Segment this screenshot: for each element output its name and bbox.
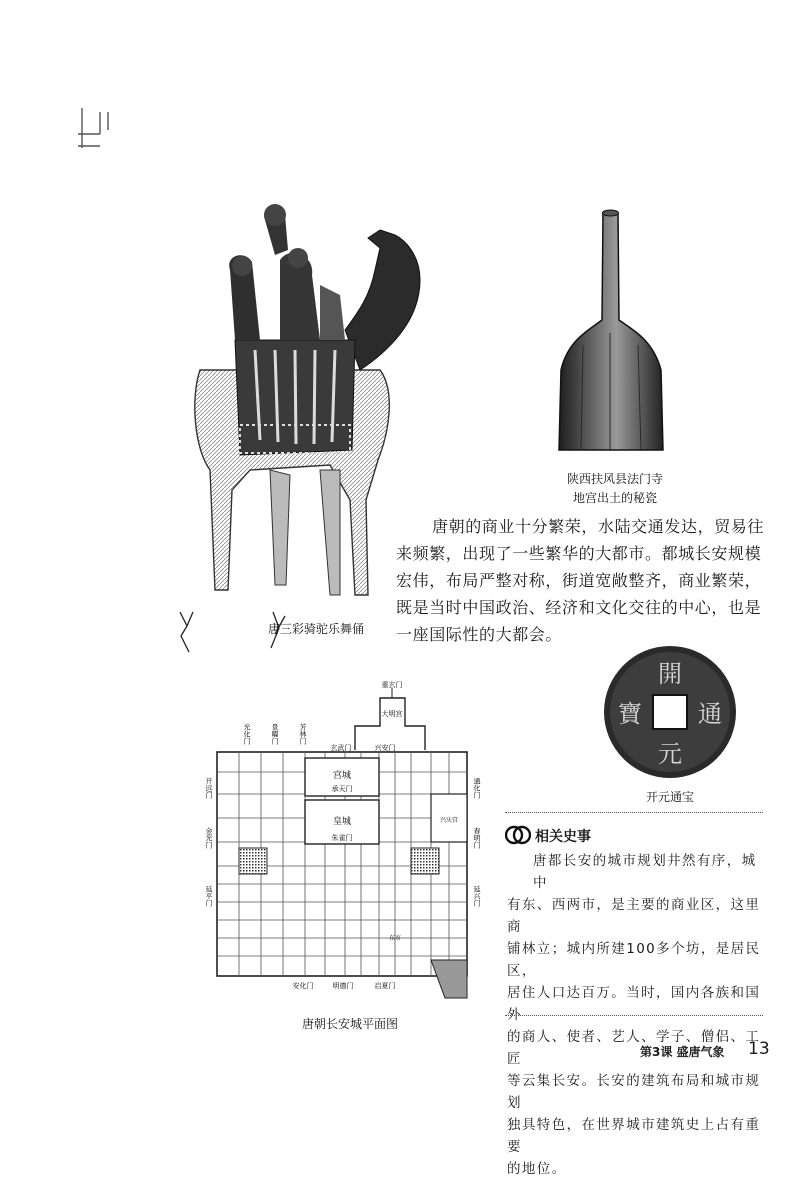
margin-marks (70, 100, 130, 160)
map-label-kaiyuan-gate: 开远门 (205, 777, 213, 799)
map-label-fanglin-gate: 芳林门 (299, 723, 307, 745)
sidebar-line: 居住人口达百万。当时，国内各族和国外 (507, 985, 761, 1023)
map-label-xingqing-palace: 兴庆宫 (439, 817, 459, 824)
map-label-daming-palace: 大明宫 (381, 710, 403, 718)
secret-color-porcelain-vase-image (553, 205, 668, 460)
sidebar-line: 有东、西两市，是主要的商业区，这里商 (507, 897, 761, 935)
map-label-yanping-gate: 延平门 (205, 885, 213, 907)
page-number: 13 (748, 1039, 770, 1059)
map-label-jingyao-gate: 景曜门 (271, 723, 279, 745)
footer-lesson-title: 第3课 盛唐气象 (640, 1045, 725, 1059)
map-label-guanghua-gate: 光化门 (243, 723, 251, 745)
map-label-tonghua-gate: 通化门 (473, 777, 481, 799)
coin-caption: 开元通宝 (645, 790, 694, 804)
paragraph-line: 宏伟，布局严整对称，街道宽敞整齐，商业繁荣， (396, 571, 762, 590)
sidebar-line: 唐都长安的城市规划井然有序，城中 (533, 853, 757, 891)
sidebar-line: 等云集长安。长安的建筑布局和城市规划 (507, 1073, 761, 1111)
daming-palace-outline (355, 698, 425, 750)
map-label-palace-city: 宫城 (332, 771, 352, 781)
paragraph-line: 一座国际性的大都会。 (396, 625, 563, 644)
sidebar-line: 铺林立；城内所建100多个坊，是居民区， (507, 941, 761, 979)
map-label-yanxing-gate: 延兴门 (473, 885, 481, 907)
paragraph-line: 既是当时中国政治、经济和文化交往的中心，也是 (396, 598, 762, 617)
coin-char-bottom: 元 (658, 740, 682, 768)
changan-city-map (195, 678, 495, 1008)
coin-char-top: 開 (658, 660, 682, 688)
paragraph-line: 来频繁，出现了一些繁华的大都市。都城长安规模 (396, 544, 762, 563)
sidebar-top-rule (505, 812, 763, 813)
vase-caption-line: 陕西扶风县法门寺 (566, 472, 663, 486)
map-label-east-market: 东市 (388, 935, 402, 942)
coin-char-left: 寶 (618, 700, 642, 728)
map-label-xuanwu-gate: 玄武门 (330, 744, 352, 752)
sidebar-bottom-rule (505, 1015, 763, 1016)
map-label-chongxuan-gate: 重玄门 (381, 681, 403, 689)
sidebar-line: 的地位。 (507, 1161, 567, 1177)
pencil-marks (175, 608, 295, 658)
east-market (411, 848, 439, 874)
map-label-qixia-gate: 启夏门 (374, 982, 396, 990)
map-label-xingan-gate: 兴安门 (374, 744, 396, 752)
sidebar-line: 独具特色，在世界城市建筑史上占有重要 (507, 1117, 761, 1155)
sidebar-line: 的商人、使者、艺人、学子、僧侣、工匠 (507, 1029, 761, 1067)
map-label-anhua-gate: 安化门 (292, 982, 314, 990)
paragraph-line: 唐朝的商业十分繁荣，水陆交通发达，贸易往 (432, 517, 765, 536)
west-market (239, 848, 267, 874)
kaiyuan-tongbao-coin-image (600, 642, 740, 782)
sidebar-title: 相关史事 (535, 829, 591, 845)
map-caption: 唐朝长安城平面图 (301, 1017, 398, 1031)
camel-caption: 唐三彩骑驼乐舞俑 (267, 622, 364, 636)
coin-char-right: 通 (698, 700, 722, 728)
vase-caption-line: 地宫出土的秘瓷 (572, 491, 657, 505)
vase-caption (545, 470, 685, 508)
map-label-mingde-gate: 明德门 (332, 982, 354, 990)
related-history-icon (505, 822, 531, 848)
main-paragraph (396, 513, 776, 648)
map-label-imperial-city: 皇城 (332, 817, 352, 827)
map-label-zhuque-gate: 朱雀门 (331, 834, 353, 842)
map-label-jinguang-gate: 金光门 (205, 827, 213, 849)
map-label-chunming-gate: 春明门 (473, 827, 481, 849)
map-label-chengtian-gate: 承天门 (331, 785, 353, 793)
